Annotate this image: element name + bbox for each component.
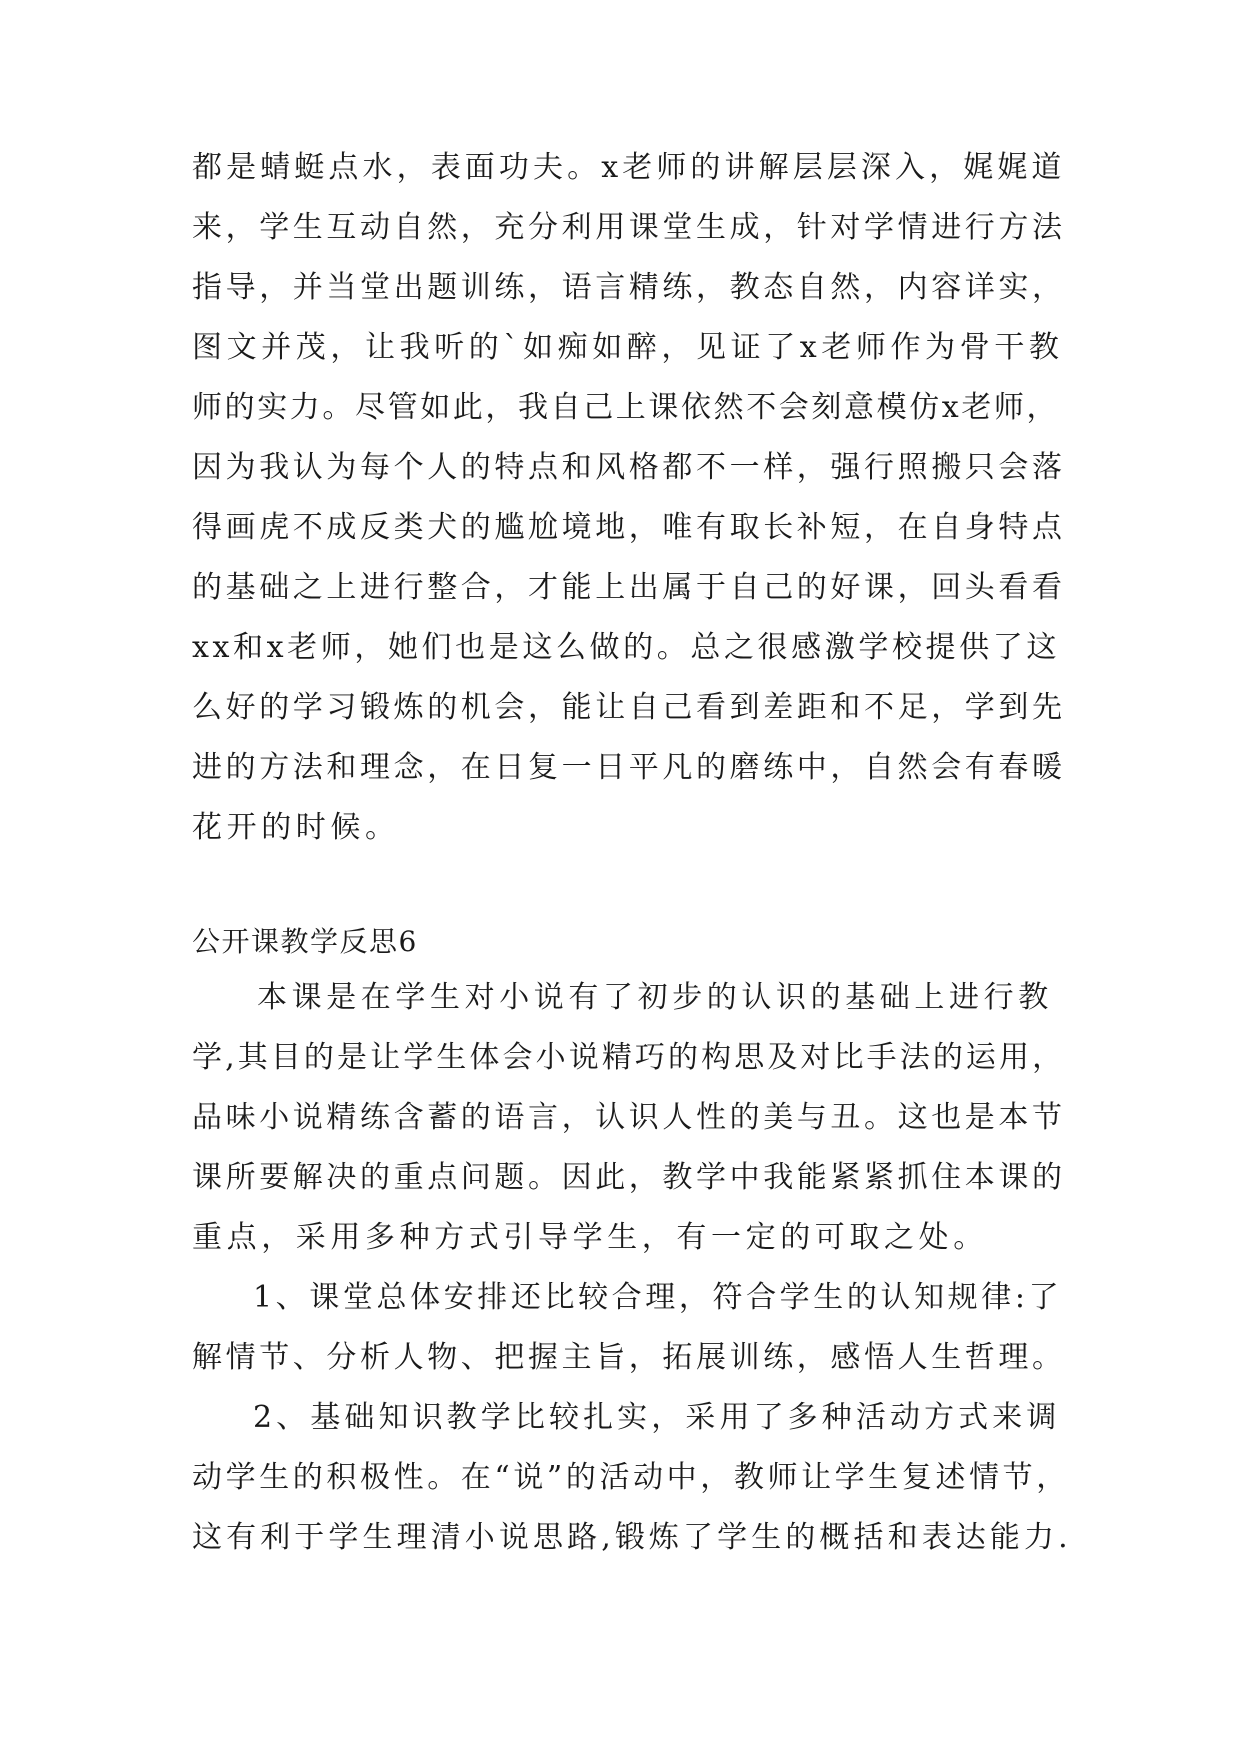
body-text-line: 1、课堂总体安排还比较合理，符合学生的认知规律:了: [253, 1280, 1063, 1315]
body-text-line: 因为我认为每个人的特点和风格都不一样，强行照搬只会落: [192, 450, 1066, 485]
body-text-line: 这有利于学生理清小说思路,锻炼了学生的概括和表达能力.: [192, 1520, 1072, 1555]
body-text-line: 品味小说精练含蓄的语言，认识人性的美与丑。这也是本节: [192, 1100, 1066, 1135]
body-text-line: 都是蜻蜓点水，表面功夫。x老师的讲解层层深入，娓娓道: [192, 150, 1066, 185]
body-text-line: 解情节、分析人物、把握主旨，拓展训练，感悟人生哲理。: [192, 1340, 1066, 1375]
body-text-line: 师的实力。尽管如此，我自己上课依然不会刻意模仿x老师，: [192, 390, 1060, 425]
body-text-line: 学,其目的是让学生体会小说精巧的构思及对比手法的运用，: [192, 1040, 1066, 1075]
body-text-line: 么好的学习锻炼的机会，能让自己看到差距和不足，学到先: [192, 690, 1066, 725]
body-text-line: 图文并茂，让我听的`如痴如醉，见证了x老师作为骨干教: [192, 330, 1064, 365]
body-text-line: 得画虎不成反类犬的尴尬境地，唯有取长补短，在自身特点: [192, 510, 1066, 545]
body-text-line: 2、基础知识教学比较扎实，采用了多种活动方式来调: [253, 1400, 1061, 1435]
section-heading: 公开课教学反思6: [192, 925, 418, 958]
body-text-line: 进的方法和理念，在日复一日平凡的磨练中，自然会有春暖: [192, 750, 1066, 785]
body-text-line: 指导，并当堂出题训练，语言精练，教态自然，内容详实，: [192, 270, 1066, 305]
body-text-line: xx和x老师，她们也是这么做的。总之很感激学校提供了这: [192, 630, 1060, 665]
body-text-line: 本课是在学生对小说有了初步的认识的基础上进行教: [257, 980, 1053, 1015]
body-text-line: 动学生的积极性。在“说”的活动中，教师让学生复述情节，: [192, 1460, 1070, 1495]
body-text-line: 的基础之上进行整合，才能上出属于自己的好课，回头看看: [192, 570, 1066, 605]
body-text-line: 花开的时候。: [192, 810, 400, 845]
body-text-line: 课所要解决的重点问题。因此，教学中我能紧紧抓住本课的: [192, 1160, 1066, 1195]
body-text-line: 来，学生互动自然，充分利用课堂生成，针对学情进行方法: [192, 210, 1066, 245]
body-text-line: 重点，采用多种方式引导学生，有一定的可取之处。: [192, 1220, 988, 1255]
